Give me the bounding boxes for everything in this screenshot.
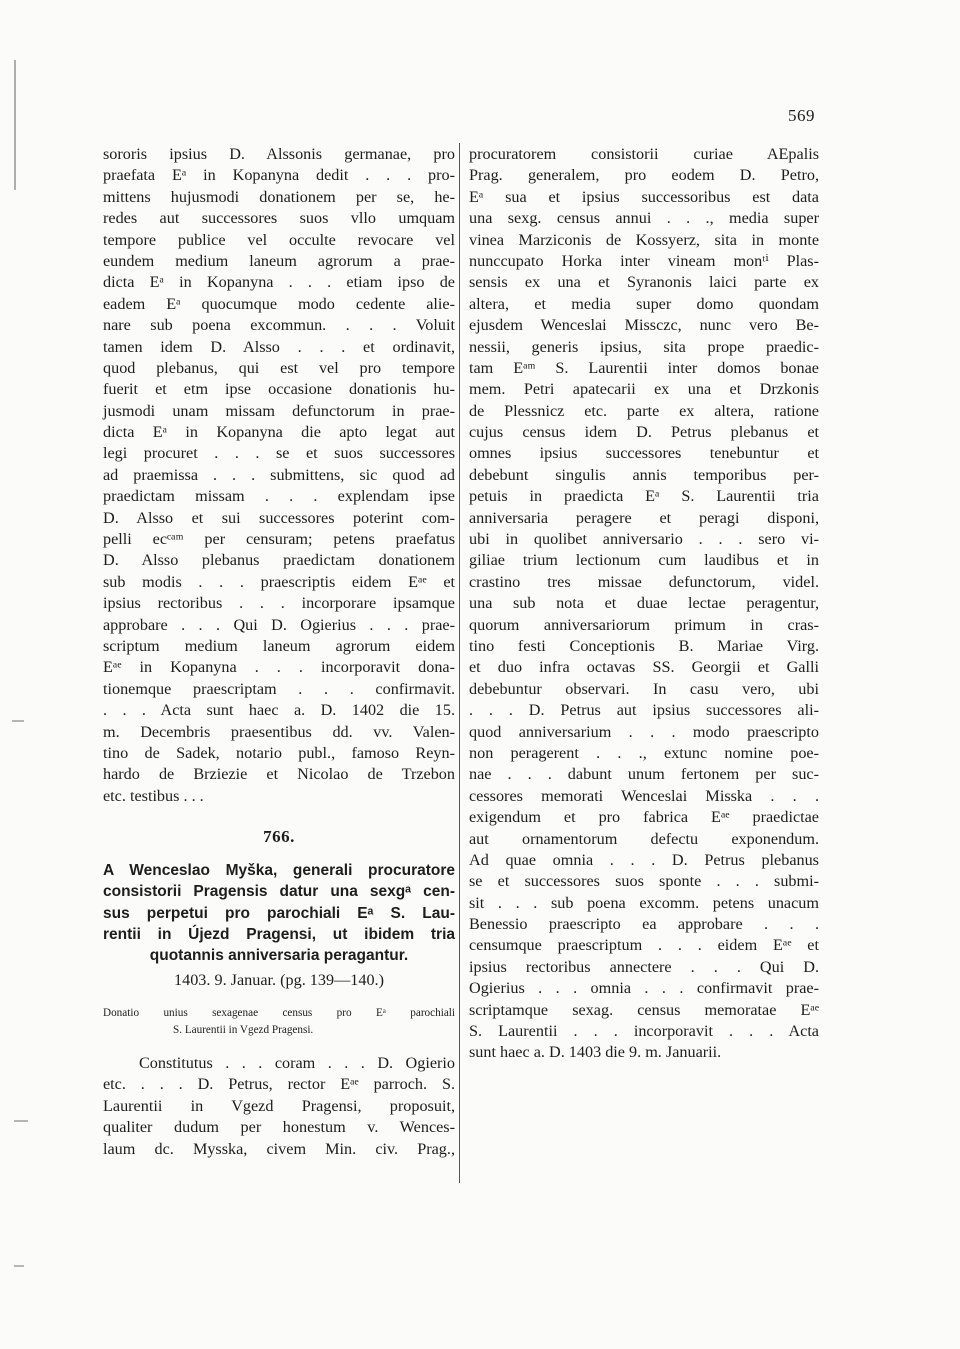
text-line: cujus census idem D. Petrus plebanus et [469, 423, 819, 442]
text-line: tam Eᵃᵐ S. Laurentii inter domos bonae [469, 358, 819, 377]
text-line: Eᵃᵉ in Kopanyna . . . incorporavit dona- [103, 658, 455, 677]
text-line: . . . Acta sunt haec a. D. 1402 die 15. [103, 701, 455, 720]
text-line: exigendum et pro fabrica Eᵃᵉ praedictae [469, 808, 819, 827]
text-line: petuis in praedicta Eᵃ S. Laurentii tria [469, 487, 819, 506]
column-divider [459, 143, 460, 1183]
text-line: censumque praescriptum . . . eidem Eᵃᵉ et [469, 936, 819, 955]
text-line: approbare . . . Qui D. Ogierius . . . prae- [103, 615, 455, 634]
text-line: Constitutus . . . coram . . . D. Ogierio [139, 1053, 455, 1072]
text-line: legi procuret . . . se et suos successores [103, 444, 455, 463]
text-line: sit . . . sub poena excomm. petens unacum [469, 893, 819, 912]
text-line: scriptum medium laneum agrorum eidem [103, 636, 455, 655]
binding-edge-mark [14, 60, 16, 190]
text-line: eadem Eᵃ quocumque modo cedente alie- [103, 294, 455, 313]
text-line: de Plessnicz etc. parte ex altera, ratione [469, 401, 819, 420]
text-line: sensis ex una et Syranonis laici parte ex [469, 273, 819, 292]
text-line: omnes ipsius successores tenebuntur et [469, 444, 819, 463]
text-line: praefata Eᵃ in Kopanyna dedit . . . pro- [103, 166, 455, 185]
text-line: altera, et media super domo quondam [469, 294, 819, 313]
text-line: sub modis . . . praescriptis eidem Eᵃᵉ et [103, 572, 455, 591]
text-line: debebuntur observari. In casu vero, ubi [469, 679, 819, 698]
text-line: redes aut successores suos vllo umquam [103, 209, 455, 228]
heading-line: sus perpetui pro parochiali Eᵃ S. Lau- [103, 904, 455, 922]
text-line: Laurentii in Vgezd Pragensi, proposuit, [103, 1096, 455, 1115]
abstract-line: Donatio unius sexagenae census pro Eᵃ parochiali [103, 1006, 455, 1019]
text-line: . . . D. Petrus aut ipsius successores ali- [469, 701, 819, 720]
text-line: D. Alsso plebanus praedictam donationem [103, 551, 455, 570]
text-line: Ogierius . . . omnia . . . confirmavit prae- [469, 979, 819, 998]
text-line: ipsius rectoribus . . . incorporare ipsamque [103, 594, 455, 613]
text-line: praedictam missam . . . explendam ipse [103, 487, 455, 506]
binding-edge-mark [14, 1265, 24, 1267]
document-date: 1403. 9. Januar. (pg. 139—140.) [174, 970, 384, 989]
text-line: procuratorem consistorii curiae AEpalis [469, 145, 819, 163]
text-line: eundem medium laneum agrorum a prae- [103, 251, 455, 270]
text-line: etc. . . . D. Petrus, rector Eᵃᵉ parroch. S. [103, 1075, 455, 1094]
text-line: una sexg. census annui . . ., media super [469, 209, 819, 228]
text-line: anniversaria peragere et peragi disponi, [469, 508, 819, 527]
text-line: vinea Marziconis de Kossyerz, sita in monte [469, 230, 819, 249]
text-line: dicta Eᵃ in Kopanyna die apto legat aut [103, 423, 455, 442]
text-line: hardo de Brziezie et Nicolao de Trzebon [103, 765, 455, 784]
text-line: mem. Petri apatecarii ex una et Drzkonis [469, 380, 819, 399]
text-line: tempore publice vel occulte revocare vel [103, 230, 455, 249]
text-line: jusmodi unam missam defunctorum in prae- [103, 401, 455, 420]
text-line: et duo infra octavas SS. Georgii et Galli [469, 658, 819, 677]
page-number: 569 [788, 106, 815, 125]
left-column-text-after [103, 1053, 455, 1160]
text-line: D. Alsso et sui successores poterint com- [103, 508, 455, 527]
text-line: Prag. generalem, pro eodem D. Petro, [469, 166, 819, 185]
binding-edge-mark [14, 1120, 28, 1122]
text-line: nunccupato Horka inter vineam monᵗⁱ Plas- [469, 251, 819, 270]
abstract-line: S. Laurentii in Vgezd Pragensi. [173, 1023, 314, 1036]
text-line: ubi in quolibet anniversario . . . sero vi- [469, 530, 819, 549]
text-line: tionemque praescriptam . . . confirmavit. [103, 679, 455, 698]
binding-edge-mark [12, 720, 24, 722]
text-line: nae . . . dabunt unum fertonem per suc- [469, 765, 819, 784]
text-line: cessores memorati Wenceslai Misska . . . [469, 786, 819, 805]
text-line: una sub nota et duae lectae peragentur, [469, 594, 819, 613]
text-line: fuerit et etm ipse occasione donationis hu- [103, 380, 455, 399]
text-line: ad praemissa . . . submittens, sic quod ad [103, 465, 455, 484]
text-line: laum dc. Mysska, civem Min. civ. Prag., [103, 1139, 455, 1158]
text-line: pelli ecᶜᵃᵐ per censuram; petens praefatus [103, 530, 455, 549]
text-line: non peragerent . . ., extunc nomine poe- [469, 743, 819, 762]
document-abstract [103, 1005, 455, 1039]
text-line: qualiter dudum per honestum v. Wences- [103, 1118, 455, 1137]
text-line: tamen idem D. Alsso . . . et ordinavit, [103, 337, 455, 356]
text-line: sororis ipsius D. Alssonis germanae, pro [103, 145, 455, 163]
text-line: sunt haec a. D. 1403 die 9. m. Januarii. [469, 1043, 722, 1062]
document-heading [103, 860, 455, 966]
text-line: aut ornamentorum defectu exponendum. [469, 829, 819, 848]
text-line: nare sub poena excommun. . . . Voluit [103, 316, 455, 335]
text-line: m. Decembris praesentibus dd. vv. Valen- [103, 722, 455, 741]
heading-line: quotannis anniversaria peragantur. [149, 947, 409, 965]
left-column [103, 144, 455, 1160]
text-line: se et successores suos sponte . . . submi- [469, 872, 819, 891]
text-line: quod plebanus, qui est vel pro tempore [103, 358, 455, 377]
heading-line: A Wenceslao Myška, generali procuratore [103, 862, 455, 880]
heading-line: rentii in Újezd Pragensi, ut ibidem tria [103, 926, 455, 943]
heading-line: consistorii Pragensis datur una sexgᵃ cen- [103, 883, 455, 901]
text-line: dicta Eᵃ in Kopanyna . . . etiam ipso de [103, 273, 455, 292]
text-line: scriptamque sexag. census memoratae Eᵃᵉ [469, 1000, 819, 1019]
text-line: crastino tres missae defunctorum, videl. [469, 572, 819, 591]
text-line: S. Laurentii . . . incorporavit . . . Acta [469, 1022, 819, 1041]
text-line: quorum anniversariorum primum in cras- [469, 615, 819, 634]
text-line: tino festi Conceptionis B. Mariae Virg. [469, 636, 819, 655]
left-column-text-before [103, 144, 455, 807]
text-line: Benessio praescripto ea approbare . . . [469, 915, 819, 934]
text-line: mittens hujusmodi donationem per se, he- [103, 187, 455, 206]
text-line: ipsius rectoribus annectere . . . Qui D. [469, 957, 819, 976]
text-line: giliae trium lectionum cum laudibus et in [469, 551, 819, 570]
text-line: nessii, generis ipsius, sita prope praedic- [469, 337, 819, 356]
text-line: tino de Sadek, notario publ., famoso Reyn- [103, 743, 455, 762]
text-line: Ad quae omnia . . . D. Petrus plebanus [469, 850, 819, 869]
right-column [469, 144, 819, 1064]
text-line: debebunt singulis annis temporibus per- [469, 465, 819, 484]
text-line: Eᵃ sua et ipsius successoribus est data [469, 187, 819, 206]
text-line: etc. testibus . . . [103, 786, 204, 805]
text-line: ejusdem Wenceslai Missczc, nunc vero Be- [469, 316, 819, 335]
text-line: quod anniversarium . . . modo praescripto [469, 722, 819, 741]
document-number: 766. [263, 827, 295, 847]
